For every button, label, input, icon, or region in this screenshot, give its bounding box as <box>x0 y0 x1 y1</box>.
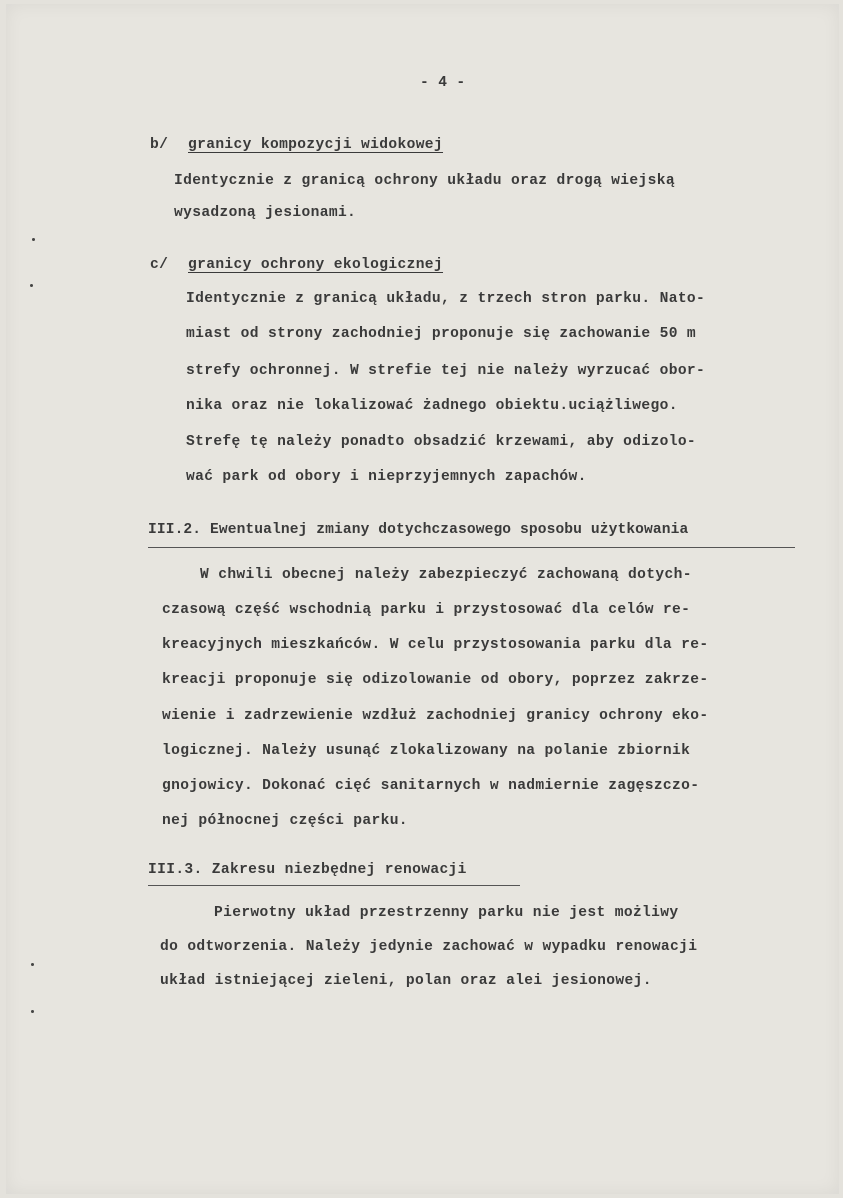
section-iii3-heading: III.3. Zakresu niezbędnej renowacji <box>148 862 467 878</box>
page-number: - 4 - <box>420 75 466 91</box>
section-b-heading: granicy kompozycji widokowej <box>188 137 444 153</box>
section-c-line-5: Strefę tę należy ponadto obsadzić krzewami, aby odizolo- <box>186 434 697 450</box>
section-iii2-heading: III.2. Ewentualnej zmiany dotychczasowego sposobu użytkowania <box>148 522 689 538</box>
section-c-line-6: wać park od obory i nieprzyjemnych zapachów. <box>186 469 587 485</box>
margin-mark <box>32 238 35 241</box>
section-iii2-rule <box>148 547 795 548</box>
section-iii3-rule <box>148 885 520 886</box>
section-b-line-1: Identycznie z granicą ochrony układu oraz drogą wiejską <box>174 173 675 189</box>
section-b-marker: b/ <box>150 137 169 153</box>
section-iii2-line-3: kreacyjnych mieszkańców. W celu przystosowania parku dla re- <box>162 637 709 653</box>
section-iii3-line-3: układ istniejącej zieleni, polan oraz alei jesionowej. <box>160 973 652 989</box>
margin-mark <box>31 963 34 966</box>
section-iii3-line-2: do odtworzenia. Należy jedynie zachować w wypadku renowacji <box>160 939 698 955</box>
section-iii2-line-5: wienie i zadrzewienie wzdłuż zachodniej granicy ochrony eko- <box>162 708 709 724</box>
margin-mark <box>30 284 33 287</box>
section-iii2-line-2: czasową część wschodnią parku i przystosować dla celów re- <box>162 602 691 618</box>
section-c-line-2: miast od strony zachodniej proponuje się zachowanie 50 m <box>186 326 697 342</box>
section-c-line-1: Identycznie z granicą układu, z trzech stron parku. Nato- <box>186 291 706 307</box>
section-iii2-line-1: W chwili obecnej należy zabezpieczyć zachowaną dotych- <box>200 567 692 583</box>
section-c-line-4: nika oraz nie lokalizować żadnego obiektu.uciążliwego. <box>186 398 678 414</box>
section-iii2-line-6: logicznej. Należy usunąć zlokalizowany na polanie zbiornik <box>162 743 691 759</box>
section-c-marker: c/ <box>150 257 169 273</box>
section-iii3-line-1: Pierwotny układ przestrzenny parku nie jest możliwy <box>214 905 679 921</box>
section-b-line-2: wysadzoną jesionami. <box>174 205 357 221</box>
section-iii2-line-7: gnojowicy. Dokonać cięć sanitarnych w nadmiernie zagęszczo- <box>162 778 700 794</box>
section-c-line-3: strefy ochronnej. W strefie tej nie należy wyrzucać obor- <box>186 363 706 379</box>
margin-mark <box>31 1010 34 1013</box>
section-iii2-line-4: kreacji proponuje się odizolowanie od obory, poprzez zakrze- <box>162 672 709 688</box>
section-iii2-line-8: nej północnej części parku. <box>162 813 408 829</box>
section-c-heading: granicy ochrony ekologicznej <box>188 257 444 273</box>
